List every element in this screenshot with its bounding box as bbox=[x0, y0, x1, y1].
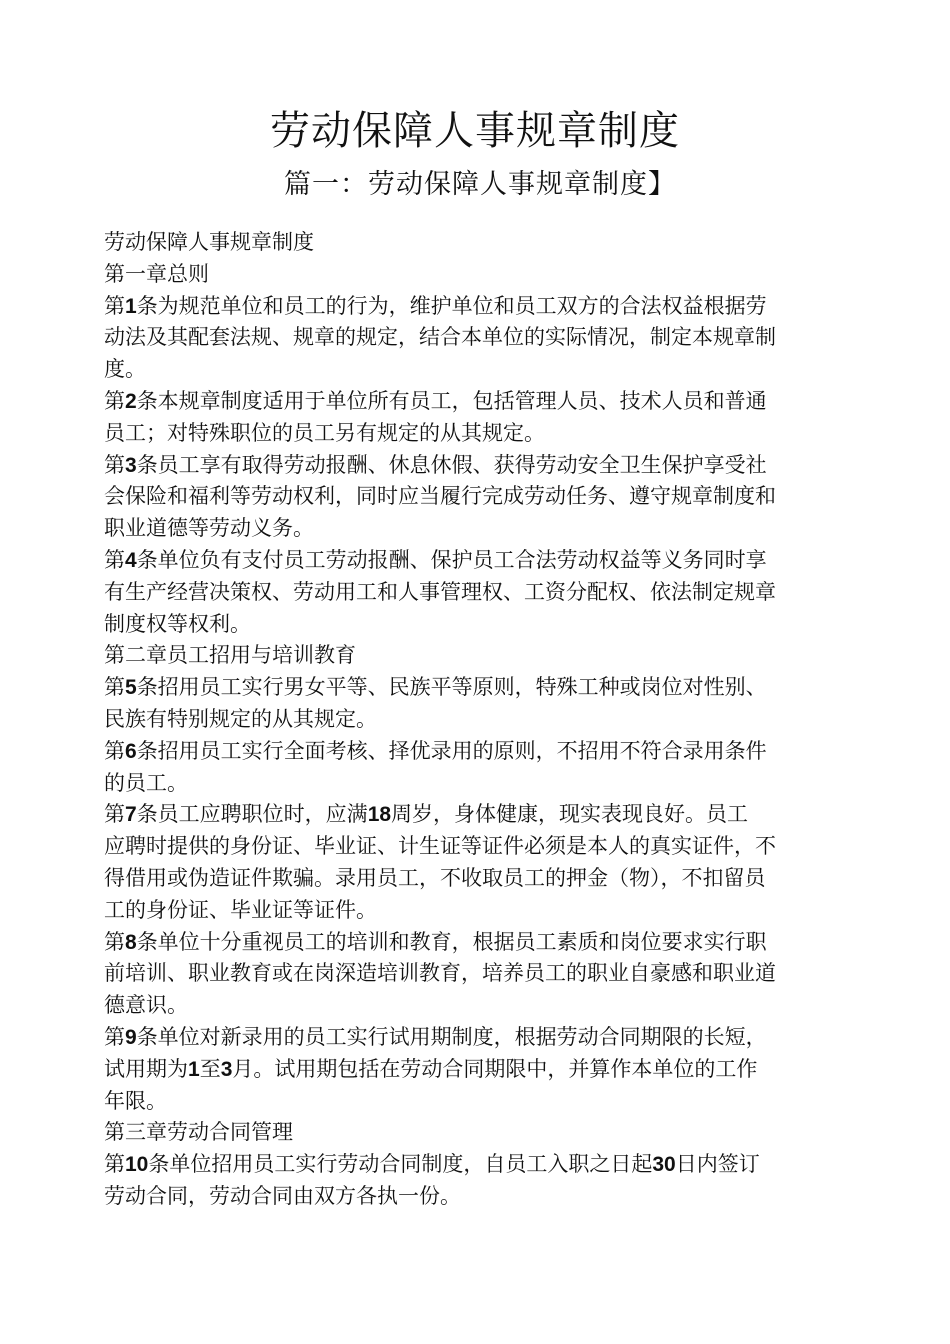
text-line: 有生产经营决策权、劳动用工和人事管理权、工资分配权、依法制定规章 bbox=[104, 579, 776, 604]
text-line: 第7条员工应聘职位时，应满18周岁，身体健康，现实表现良好。员工 bbox=[104, 802, 749, 827]
text-line: 制度权等权利。 bbox=[104, 611, 251, 636]
text-line: 第5条招用员工实行男女平等、民族平等原则，特殊工种或岗位对性别、 bbox=[104, 675, 767, 700]
text-line: 第3条员工享有取得劳动报酬、休息休假、获得劳动安全卫生保护享受社 bbox=[104, 452, 767, 477]
text-line: 的员工。 bbox=[104, 770, 188, 795]
text-line: 第6条招用员工实行全面考核、择优录用的原则，不招用不符合录用条件 bbox=[104, 738, 767, 763]
text-line: 第4条单位负有支付员工劳动报酬、保护员工合法劳动权益等义务同时享 bbox=[104, 547, 767, 572]
text-line: 劳动合同，劳动合同由双方各执一份。 bbox=[104, 1183, 461, 1208]
text-line: 第一章总则 bbox=[104, 261, 209, 286]
text-line: 职业道德等劳动义务。 bbox=[104, 516, 314, 541]
document-subtitle: 篇一：劳动保障人事规章制度】 bbox=[284, 169, 676, 200]
text-line: 前培训、职业教育或在岗深造培训教育，培养员工的职业自豪感和职业道 bbox=[104, 961, 776, 986]
text-line: 民族有特别规定的从其规定。 bbox=[104, 706, 377, 731]
text-line: 第二章员工招用与培训教育 bbox=[104, 643, 356, 668]
text-line: 劳动保障人事规章制度 bbox=[104, 230, 314, 254]
document-body bbox=[104, 227, 852, 1213]
document-title: 劳动保障人事规章制度 bbox=[270, 108, 680, 154]
text-line: 度。 bbox=[104, 357, 146, 382]
text-line: 第10条单位招用员工实行劳动合同制度，自员工入职之日起30日内签订 bbox=[104, 1152, 760, 1177]
text-line: 第9条单位对新录用的员工实行试用期制度，根据劳动合同期限的长短， bbox=[104, 1024, 767, 1049]
text-line: 会保险和福利等劳动权利，同时应当履行完成劳动任务、遵守规章制度和 bbox=[104, 484, 776, 509]
text-line: 第8条单位十分重视员工的培训和教育，根据员工素质和岗位要求实行职 bbox=[104, 929, 767, 954]
text-line: 试用期为1至3月。试用期包括在劳动合同期限中，并算作本单位的工作 bbox=[104, 1056, 758, 1081]
text-line: 第2条本规章制度适用于单位所有员工，包括管理人员、技术人员和普通 bbox=[104, 388, 767, 413]
text-line: 年限。 bbox=[104, 1088, 167, 1113]
text-line: 动法及其配套法规、规章的规定，结合本单位的实际情况，制定本规章制 bbox=[104, 325, 776, 350]
text-line: 员工；对特殊职位的员工另有规定的从其规定。 bbox=[104, 420, 545, 445]
text-line: 应聘时提供的身份证、毕业证、计生证等证件必须是本人的真实证件，不 bbox=[104, 834, 776, 859]
text-line: 德意识。 bbox=[104, 993, 188, 1018]
text-line: 工的身份证、毕业证等证件。 bbox=[104, 897, 377, 922]
text-line: 得借用或伪造证件欺骗。录用员工，不收取员工的押金（物），不扣留员 bbox=[104, 865, 766, 890]
text-line: 第三章劳动合同管理 bbox=[104, 1120, 293, 1145]
text-line: 第1条为规范单位和员工的行为，维护单位和员工双方的合法权益根据劳 bbox=[104, 293, 767, 318]
